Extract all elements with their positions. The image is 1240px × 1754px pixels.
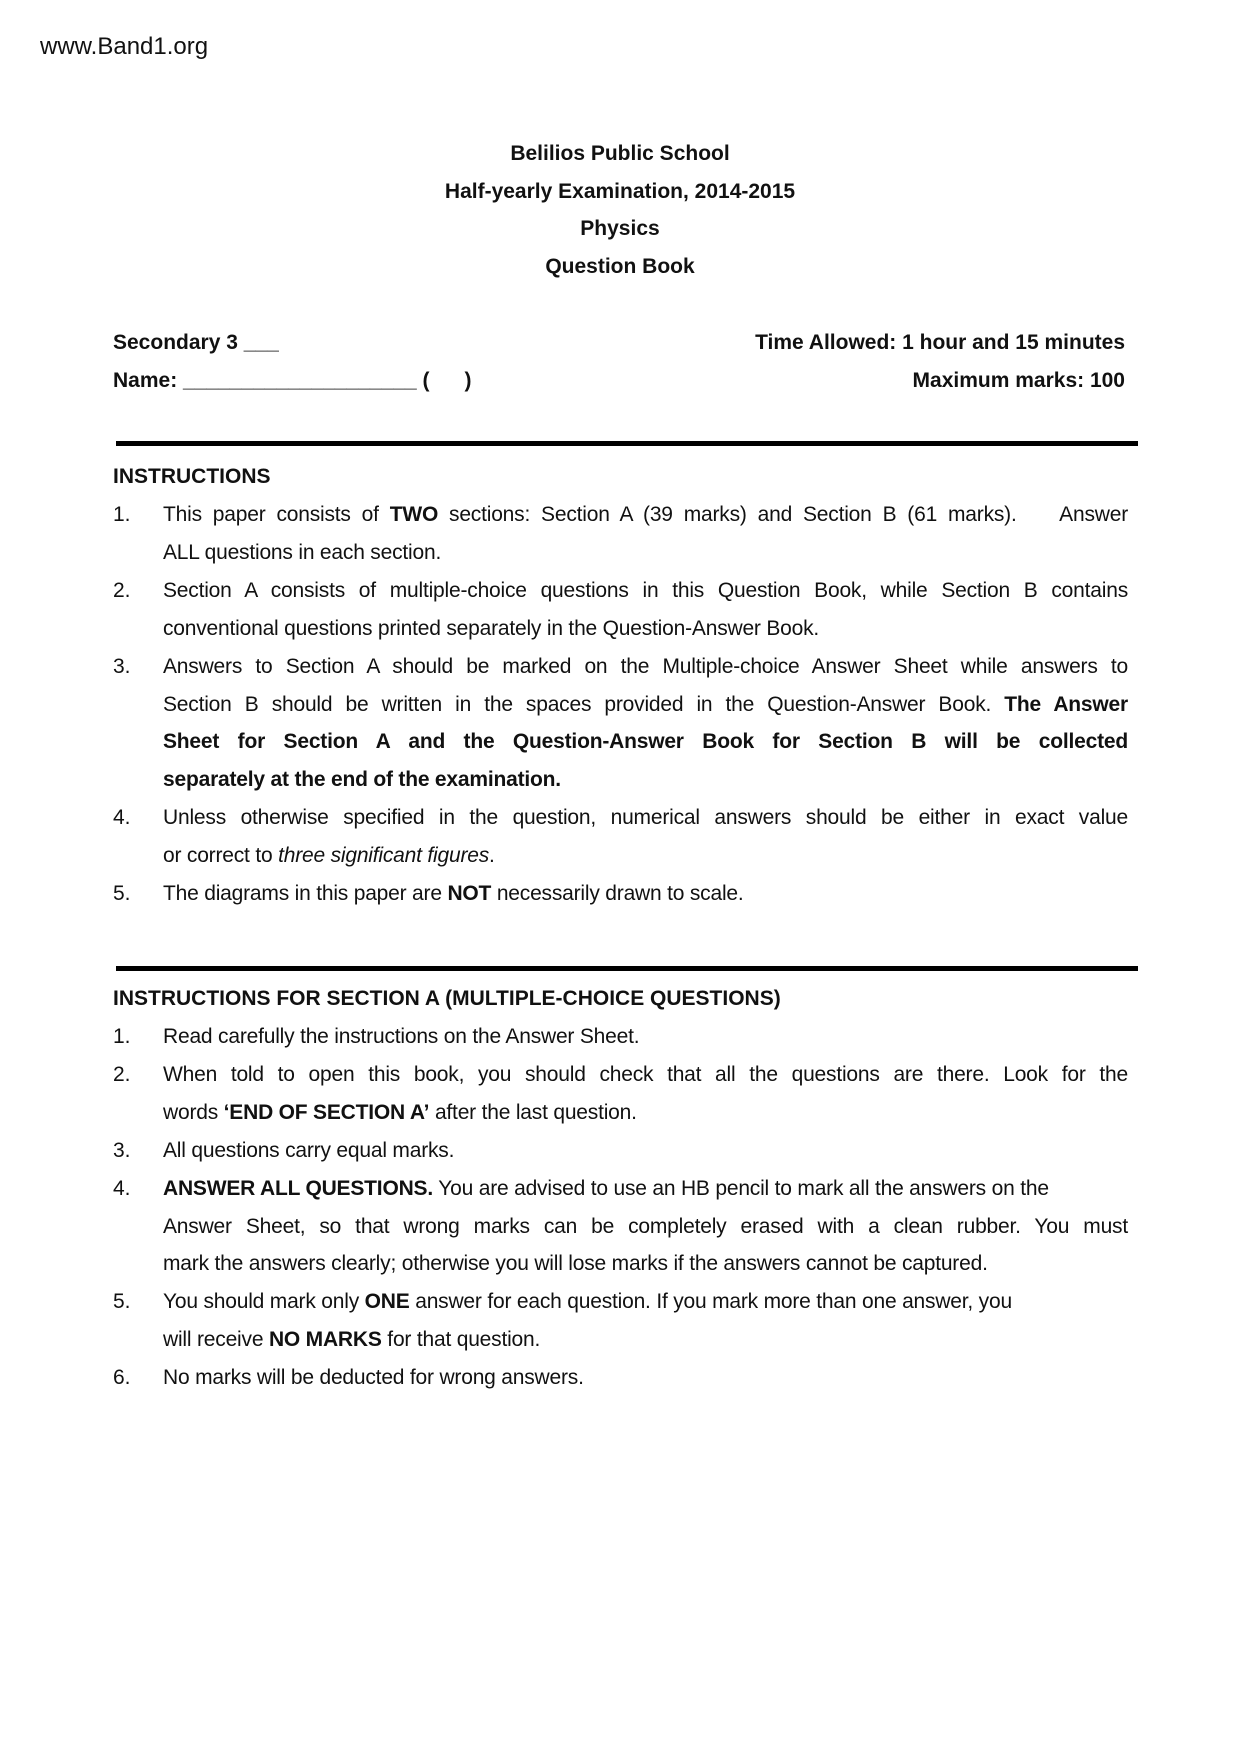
- text: Section A consists of multiple-choice questions in this Question Book, while Section B contains: [163, 578, 1128, 602]
- class-field: [113, 324, 279, 362]
- divider: [116, 441, 1138, 446]
- text: Section B should be written in the spaces provided in the Question-Answer Book.: [163, 692, 1005, 716]
- section-a-heading: INSTRUCTIONS FOR SECTION A (MULTIPLE-CHOICE QUESTIONS): [113, 987, 781, 1010]
- item-number: 2.: [113, 578, 131, 602]
- text: mark the answers clearly; otherwise you will lose marks if the answers cannot be captured.: [163, 1252, 988, 1276]
- subject: Physics: [580, 217, 660, 240]
- text: You are advised to use an HB pencil to mark all the answers on the: [432, 1176, 1049, 1200]
- text: necessarily drawn to scale.: [491, 882, 744, 905]
- item-line: [163, 534, 441, 572]
- item-line: [163, 761, 561, 799]
- item-line: [163, 1018, 639, 1056]
- item-number: 2.: [113, 1062, 131, 1086]
- item-number: 3.: [113, 654, 131, 678]
- instructions-heading: INSTRUCTIONS: [113, 465, 271, 488]
- item-line: [163, 572, 1128, 610]
- bold-text: separately at the end of the examination.: [163, 768, 561, 792]
- item-line: [163, 723, 1128, 761]
- item-number: 1.: [113, 503, 131, 526]
- item-line: [163, 1208, 1128, 1246]
- item-number: 5.: [113, 882, 131, 905]
- book-title: Question Book: [545, 255, 695, 278]
- bold-text: Sheet for Section A and the Question-Answer Book for Section B will be collected: [163, 730, 1128, 754]
- text: Answers to Section A should be marked on the Multiple-choice Answer Sheet while answers to: [163, 654, 1128, 678]
- class-label: Secondary 3: [113, 331, 238, 354]
- item-number: 3.: [113, 1138, 131, 1162]
- item-line: [163, 875, 744, 913]
- item-number: 4.: [113, 1176, 131, 1200]
- text: You should mark only: [163, 1290, 365, 1314]
- name-field: [113, 362, 471, 400]
- school-name: Belilios Public School: [510, 142, 730, 165]
- item-line: [163, 1132, 454, 1170]
- bold-text: ‘END OF SECTION A’: [223, 1100, 430, 1124]
- item-line: [163, 686, 1128, 724]
- text: for that question.: [381, 1328, 541, 1352]
- item-line: [163, 648, 1128, 686]
- text: or correct to: [163, 844, 279, 868]
- time-allowed: Time Allowed: 1 hour and 15 minutes: [755, 331, 1125, 354]
- name-label: Name:: [113, 369, 178, 392]
- text: after the last question.: [429, 1100, 637, 1124]
- divider: [116, 966, 1138, 971]
- item-line: [163, 1056, 1128, 1094]
- text: Read carefully the instructions on the Answer Sheet.: [163, 1025, 640, 1048]
- item-number: 5.: [113, 1290, 131, 1314]
- item-line: [163, 1170, 1049, 1208]
- bold-text: NO MARKS: [268, 1328, 382, 1352]
- text: When told to open this book, you should check that all the questions are there. Look for the: [163, 1062, 1128, 1086]
- item-line: [163, 1094, 637, 1132]
- item-line: [163, 837, 495, 875]
- text: All questions carry equal marks.: [163, 1138, 455, 1162]
- text: words: [163, 1100, 224, 1124]
- item-line: [163, 1245, 988, 1283]
- bold-text: TWO: [389, 503, 439, 526]
- text: will receive: [163, 1328, 269, 1352]
- text: conventional questions printed separately in the Question-Answer Book.: [163, 616, 820, 640]
- item-line: [163, 1359, 584, 1397]
- text: The diagrams in this paper are: [163, 882, 448, 905]
- text: sections: Section A (39 marks) and Section B (61 marks). Answer: [438, 503, 1128, 526]
- name-blank: ____________________: [183, 369, 417, 392]
- item-line: [163, 1321, 540, 1359]
- item-number: 6.: [113, 1366, 131, 1390]
- item-number: 1.: [113, 1025, 131, 1048]
- bold-text: NOT: [447, 882, 492, 905]
- bold-text: ONE: [364, 1290, 410, 1314]
- item-line: [163, 1283, 1012, 1321]
- item-line: [163, 496, 1128, 534]
- max-marks: Maximum marks: 100: [912, 369, 1125, 392]
- text: answer for each question. If you mark more than one answer, you: [409, 1290, 1012, 1314]
- watermark: www.Band1.org: [40, 33, 209, 60]
- text: .: [489, 844, 495, 868]
- class-blank: ___: [243, 331, 279, 354]
- text: ALL questions in each section.: [163, 540, 442, 564]
- item-number: 4.: [113, 806, 131, 830]
- class-number: ( ): [422, 369, 472, 392]
- item-line: [163, 799, 1128, 837]
- text: Answer Sheet, so that wrong marks can be completely erased with a clean rubber. You must: [163, 1214, 1128, 1238]
- text: No marks will be deducted for wrong answers.: [163, 1366, 584, 1390]
- bold-text: The Answer: [1004, 692, 1129, 716]
- text: Unless otherwise specified in the question, numerical answers should be either in exact value: [163, 806, 1128, 830]
- bold-text: ANSWER ALL QUESTIONS.: [163, 1176, 433, 1200]
- italic-text: three significant figures: [278, 844, 490, 868]
- exam-title: Half-yearly Examination, 2014-2015: [444, 180, 796, 203]
- text: This paper consists of: [163, 503, 390, 526]
- item-line: [163, 610, 819, 648]
